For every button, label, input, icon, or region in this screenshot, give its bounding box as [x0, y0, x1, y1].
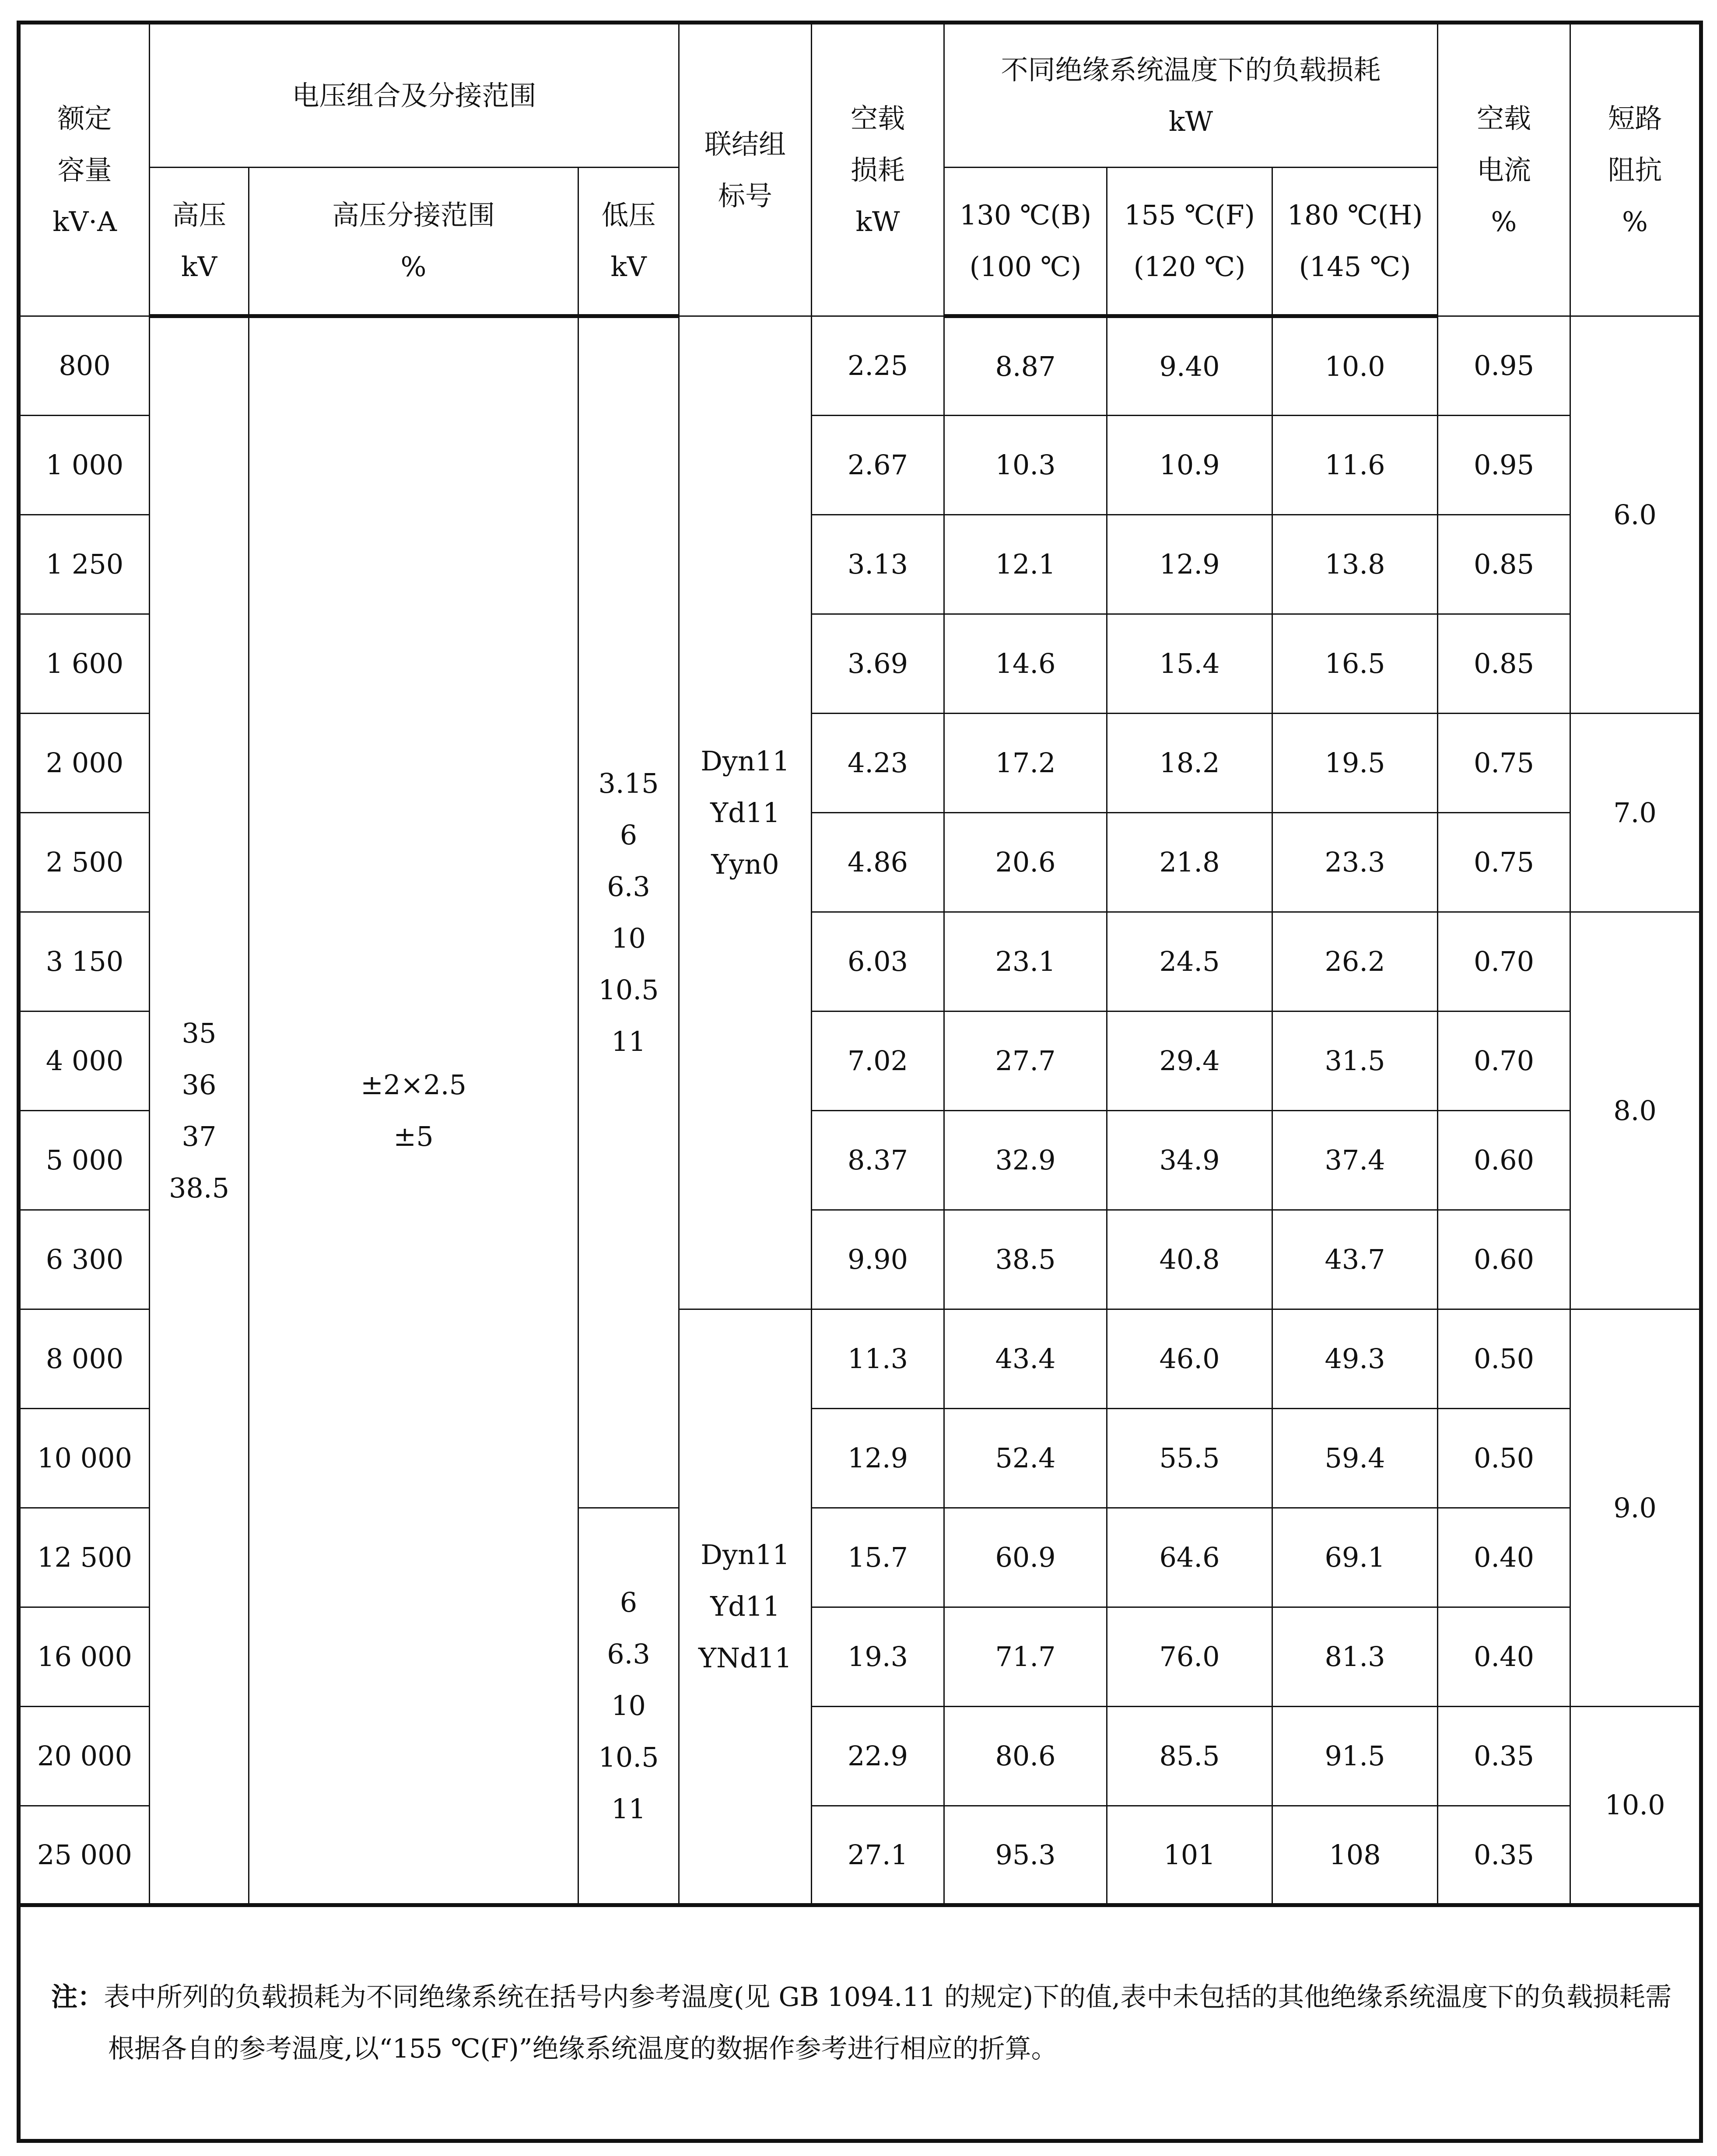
load-loss-130-cell: 43.4	[944, 1309, 1107, 1409]
load-loss-180-cell: 49.3	[1272, 1309, 1438, 1409]
noload-loss-cell: 19.3	[812, 1607, 944, 1707]
noload-current-cell: 0.50	[1438, 1409, 1570, 1508]
load-loss-180-cell: 91.5	[1272, 1707, 1438, 1806]
load-loss-155-cell: 29.4	[1107, 1012, 1272, 1111]
noload-current-cell: 0.95	[1438, 416, 1570, 515]
load-loss-155-cell: 18.2	[1107, 714, 1272, 813]
capacity-cell: 10 000	[19, 1409, 150, 1508]
load-loss-130-cell: 17.2	[944, 714, 1107, 813]
noload-current-cell: 0.60	[1438, 1210, 1570, 1309]
load-loss-130-cell: 12.1	[944, 515, 1107, 614]
noload-loss-cell: 4.23	[812, 714, 944, 813]
load-loss-180-cell: 11.6	[1272, 416, 1438, 515]
header-loss-130: 130 ℃(B) (100 ℃)	[944, 168, 1107, 316]
noload-loss-cell: 8.37	[812, 1111, 944, 1210]
capacity-cell: 1 600	[19, 614, 150, 714]
header-noload-current: 空载 电流 %	[1438, 23, 1570, 316]
impedance-cell: 9.0	[1570, 1309, 1701, 1707]
load-loss-180-cell: 10.0	[1272, 316, 1438, 416]
capacity-cell: 25 000	[19, 1806, 150, 1905]
load-loss-130-cell: 71.7	[944, 1607, 1107, 1707]
noload-current-cell: 0.85	[1438, 614, 1570, 714]
load-loss-130-cell: 20.6	[944, 813, 1107, 912]
noload-current-cell: 0.95	[1438, 316, 1570, 416]
load-loss-155-cell: 40.8	[1107, 1210, 1272, 1309]
vector-group-cell: Dyn11 Yd11 Yyn0	[679, 316, 812, 1309]
noload-current-cell: 0.70	[1438, 1012, 1570, 1111]
impedance-cell: 7.0	[1570, 714, 1701, 912]
load-loss-180-cell: 26.2	[1272, 912, 1438, 1012]
noload-loss-cell: 7.02	[812, 1012, 944, 1111]
note-label: 注：	[51, 1982, 104, 2012]
load-loss-155-cell: 21.8	[1107, 813, 1272, 912]
load-loss-155-cell: 55.5	[1107, 1409, 1272, 1508]
noload-current-cell: 0.50	[1438, 1309, 1570, 1409]
load-loss-180-cell: 16.5	[1272, 614, 1438, 714]
load-loss-180-cell: 43.7	[1272, 1210, 1438, 1309]
capacity-cell: 1 000	[19, 416, 150, 515]
load-loss-155-cell: 64.6	[1107, 1508, 1272, 1607]
load-loss-130-cell: 14.6	[944, 614, 1107, 714]
load-loss-180-cell: 59.4	[1272, 1409, 1438, 1508]
load-loss-180-cell: 108	[1272, 1806, 1438, 1905]
lv-cell: 6 6.3 10 10.5 11	[578, 1508, 679, 1905]
load-loss-155-cell: 15.4	[1107, 614, 1272, 714]
header-loss-155: 155 ℃(F) (120 ℃)	[1107, 168, 1272, 316]
load-loss-130-cell: 80.6	[944, 1707, 1107, 1806]
load-loss-130-cell: 23.1	[944, 912, 1107, 1012]
load-loss-180-cell: 13.8	[1272, 515, 1438, 614]
header-lv: 低压 kV	[578, 168, 679, 316]
note-text: 表中所列的负载损耗为不同绝缘系统在括号内参考温度(见 GB 1094.11 的规定)下的值,表中未包括的其他绝缘系统温度下的负载损耗需根据各自的参考温度,以“155 ℃(F)”绝缘系统温度的数据作参考进行相应的折算。	[104, 1982, 1672, 2064]
noload-loss-cell: 4.86	[812, 813, 944, 912]
table-body	[19, 316, 1701, 1905]
load-loss-180-cell: 23.3	[1272, 813, 1438, 912]
capacity-cell: 16 000	[19, 1607, 150, 1707]
load-loss-130-cell: 38.5	[944, 1210, 1107, 1309]
noload-loss-cell: 12.9	[812, 1409, 944, 1508]
noload-current-cell: 0.75	[1438, 714, 1570, 813]
capacity-cell: 4 000	[19, 1012, 150, 1111]
noload-current-cell: 0.85	[1438, 515, 1570, 614]
noload-loss-cell: 3.13	[812, 515, 944, 614]
load-loss-180-cell: 19.5	[1272, 714, 1438, 813]
noload-loss-cell: 6.03	[812, 912, 944, 1012]
header-vector-group: 联结组 标号	[679, 23, 812, 316]
load-loss-180-cell: 37.4	[1272, 1111, 1438, 1210]
load-loss-180-cell: 31.5	[1272, 1012, 1438, 1111]
load-loss-155-cell: 101	[1107, 1806, 1272, 1905]
noload-current-cell: 0.70	[1438, 912, 1570, 1012]
load-loss-155-cell: 34.9	[1107, 1111, 1272, 1210]
header-load-loss: 不同绝缘系统温度下的负载损耗 kW	[944, 23, 1438, 168]
load-loss-155-cell: 76.0	[1107, 1607, 1272, 1707]
noload-current-cell: 0.75	[1438, 813, 1570, 912]
load-loss-130-cell: 32.9	[944, 1111, 1107, 1210]
header-voltage-group: 电压组合及分接范围	[150, 23, 679, 168]
load-loss-155-cell: 24.5	[1107, 912, 1272, 1012]
noload-current-cell: 0.35	[1438, 1707, 1570, 1806]
noload-loss-cell: 11.3	[812, 1309, 944, 1409]
load-loss-155-cell: 10.9	[1107, 416, 1272, 515]
capacity-cell: 8 000	[19, 1309, 150, 1409]
load-loss-130-cell: 10.3	[944, 416, 1107, 515]
header-capacity: 额定 容量 kV·A	[19, 23, 150, 316]
load-loss-130-cell: 27.7	[944, 1012, 1107, 1111]
capacity-cell: 800	[19, 316, 150, 416]
header-hv: 高压 kV	[150, 168, 249, 316]
noload-loss-cell: 3.69	[812, 614, 944, 714]
noload-current-cell: 0.40	[1438, 1508, 1570, 1607]
noload-loss-cell: 2.25	[812, 316, 944, 416]
load-loss-180-cell: 69.1	[1272, 1508, 1438, 1607]
load-loss-130-cell: 60.9	[944, 1508, 1107, 1607]
impedance-cell: 8.0	[1570, 912, 1701, 1309]
load-loss-130-cell: 95.3	[944, 1806, 1107, 1905]
noload-loss-cell: 22.9	[812, 1707, 944, 1806]
capacity-cell: 6 300	[19, 1210, 150, 1309]
load-loss-130-cell: 8.87	[944, 316, 1107, 416]
table-row	[19, 316, 1701, 416]
noload-loss-cell: 2.67	[812, 416, 944, 515]
capacity-cell: 20 000	[19, 1707, 150, 1806]
tap-range-cell: ±2×2.5 ±5	[249, 316, 578, 1905]
noload-loss-cell: 27.1	[812, 1806, 944, 1905]
header-impedance: 短路 阻抗 %	[1570, 23, 1701, 316]
load-loss-155-cell: 12.9	[1107, 515, 1272, 614]
lv-cell: 3.15 6 6.3 10 10.5 11	[578, 316, 679, 1508]
capacity-cell: 3 150	[19, 912, 150, 1012]
capacity-cell: 12 500	[19, 1508, 150, 1607]
load-loss-155-cell: 9.40	[1107, 316, 1272, 416]
header-noload-loss: 空载 损耗 kW	[812, 23, 944, 316]
vector-group-cell: Dyn11 Yd11 YNd11	[679, 1309, 812, 1905]
noload-current-cell: 0.60	[1438, 1111, 1570, 1210]
noload-current-cell: 0.35	[1438, 1806, 1570, 1905]
impedance-cell: 6.0	[1570, 316, 1701, 714]
noload-current-cell: 0.40	[1438, 1607, 1570, 1707]
load-loss-180-cell: 81.3	[1272, 1607, 1438, 1707]
hv-cell: 35 36 37 38.5	[150, 316, 249, 1905]
capacity-cell: 2 500	[19, 813, 150, 912]
capacity-cell: 5 000	[19, 1111, 150, 1210]
load-loss-155-cell: 46.0	[1107, 1309, 1272, 1409]
noload-loss-cell: 15.7	[812, 1508, 944, 1607]
impedance-cell: 10.0	[1570, 1707, 1701, 1905]
capacity-cell: 2 000	[19, 714, 150, 813]
capacity-cell: 1 250	[19, 515, 150, 614]
load-loss-130-cell: 52.4	[944, 1409, 1107, 1508]
header-loss-180: 180 ℃(H) (145 ℃)	[1272, 168, 1438, 316]
header-tap-range: 高压分接范围 %	[249, 168, 578, 316]
noload-loss-cell: 9.90	[812, 1210, 944, 1309]
load-loss-155-cell: 85.5	[1107, 1707, 1272, 1806]
table-note	[19, 1905, 1701, 2141]
transformer-parameter-table	[17, 21, 1703, 2143]
